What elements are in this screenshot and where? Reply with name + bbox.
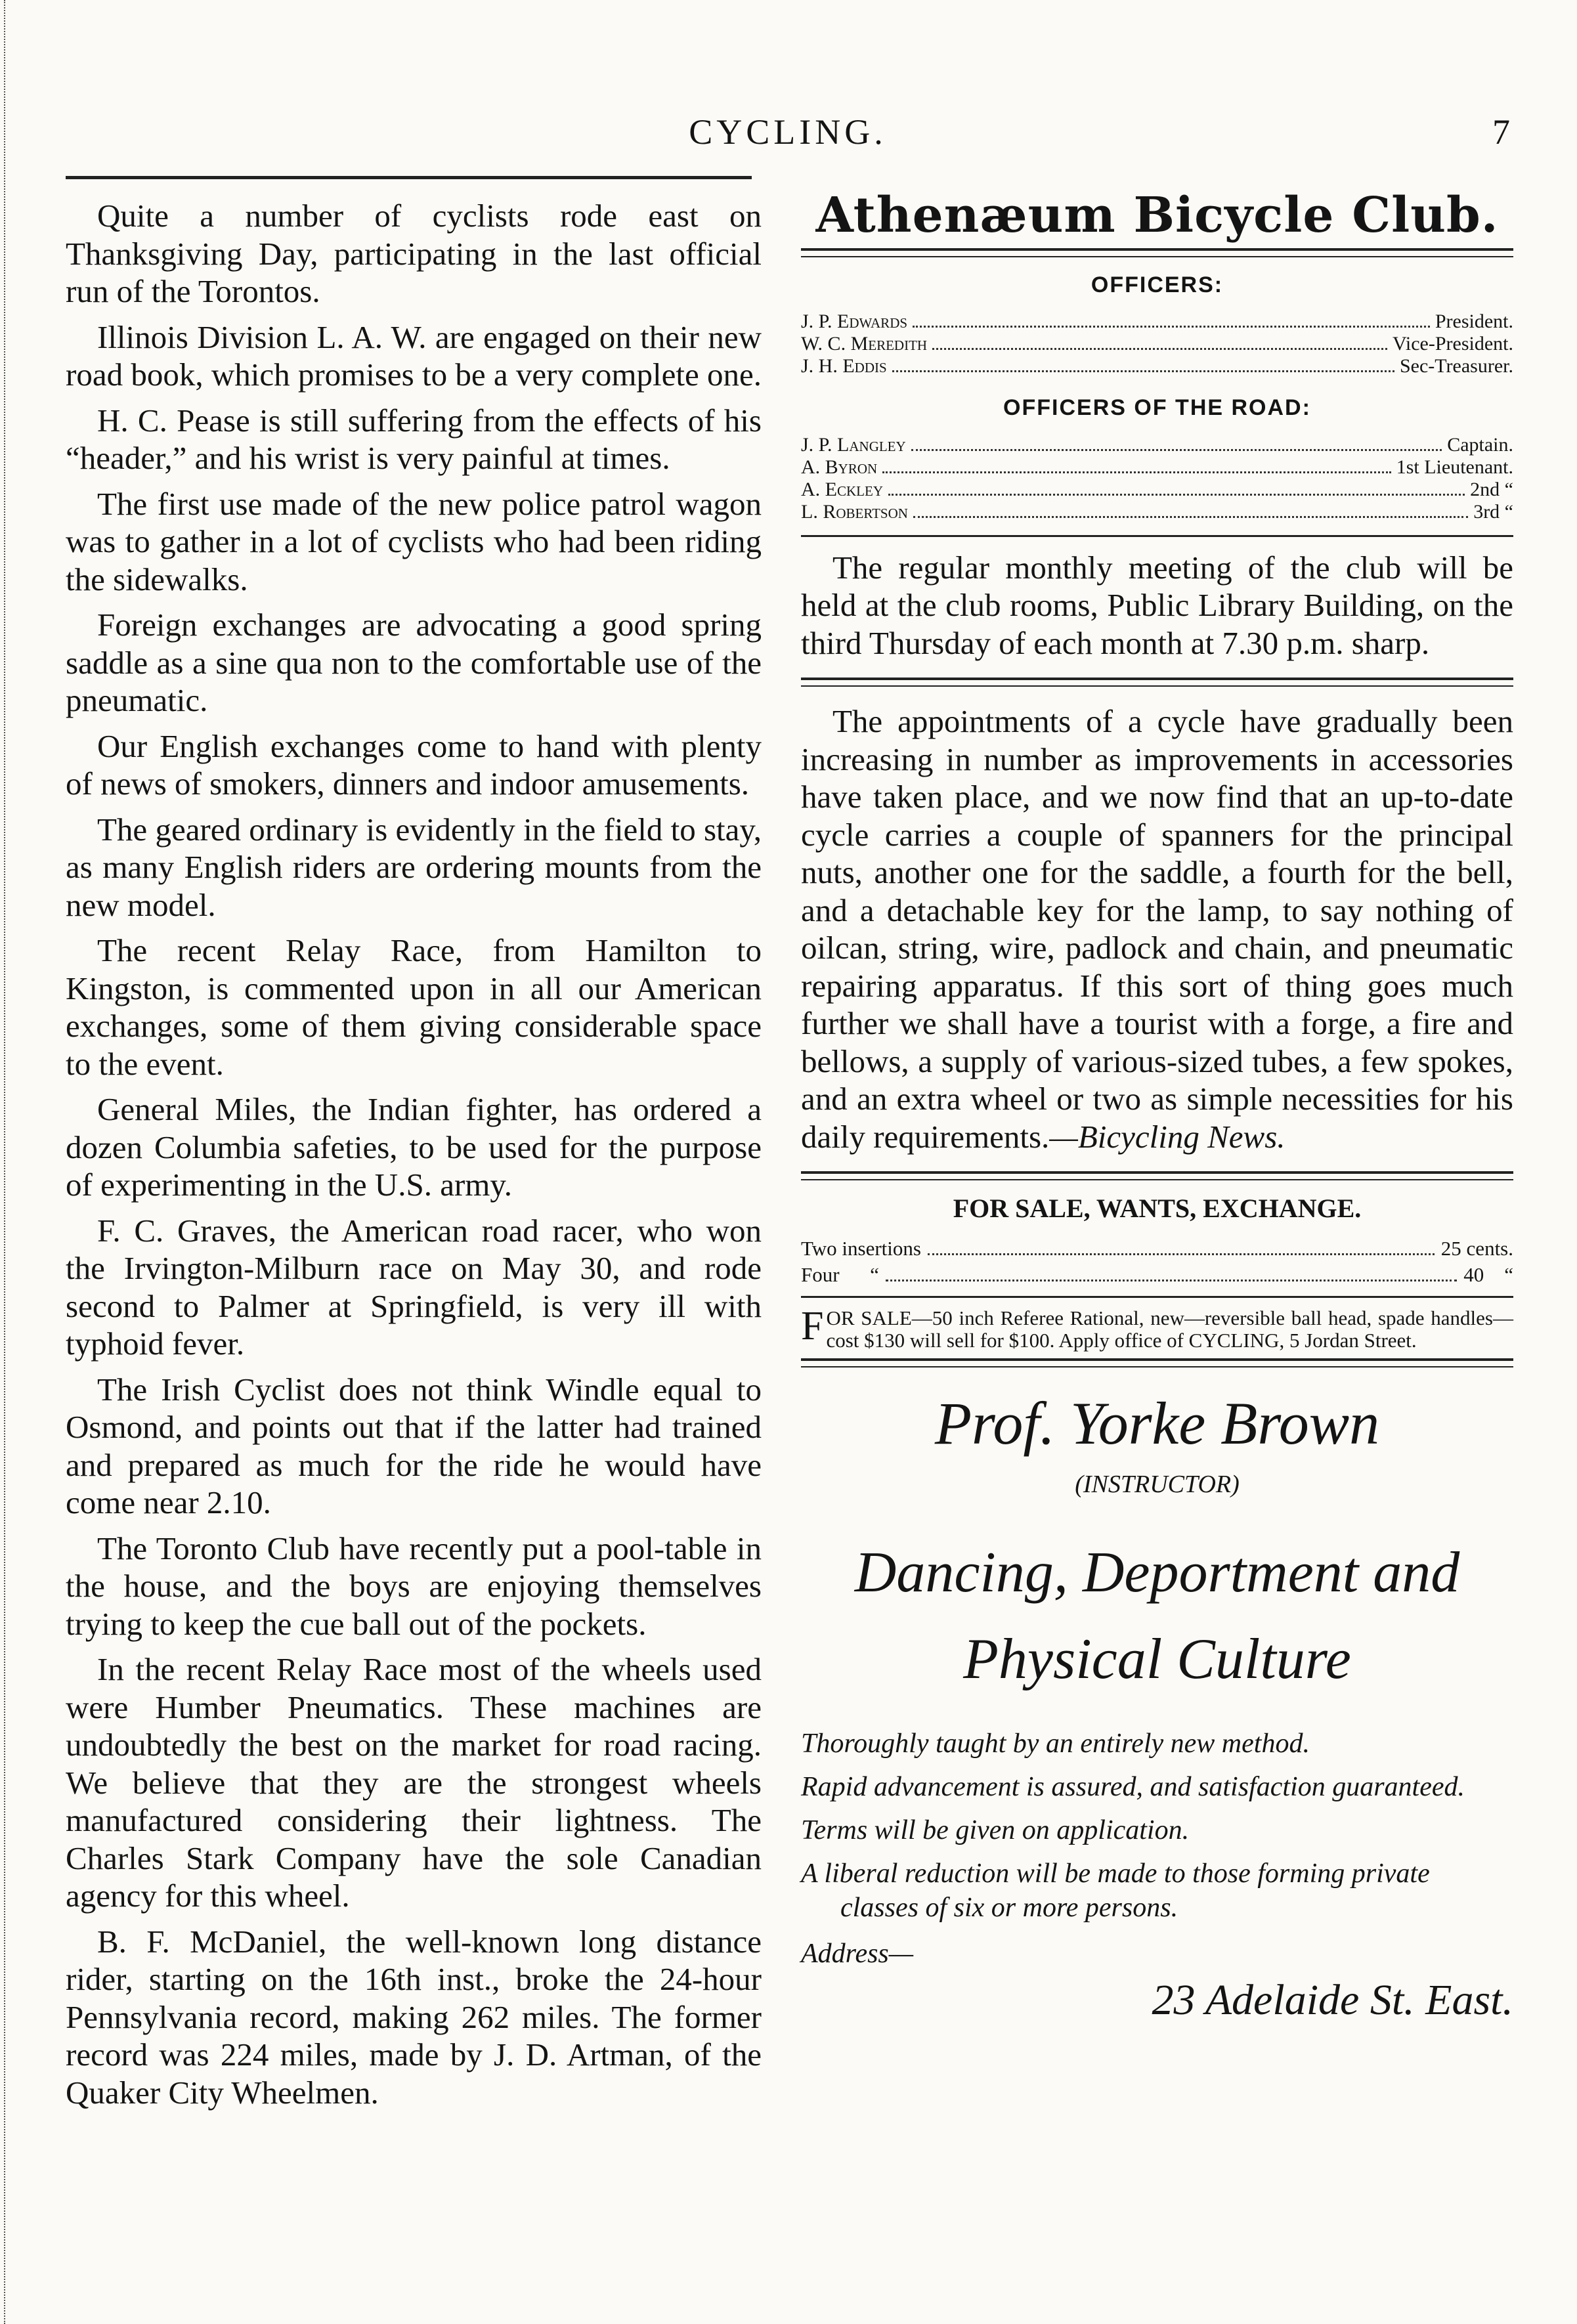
officer-name: W. C. Meredith	[801, 333, 928, 355]
page-header	[66, 112, 1510, 171]
leader-dots	[932, 348, 1387, 350]
rate-price: 25 cents.	[1440, 1236, 1513, 1260]
news-item: F. C. Graves, the American road racer, who won the Irvington-Milburn race on May 30, and rode second to Palmer at Springfield, is very ill with typhoid fever.	[66, 1212, 762, 1362]
club-title: Athenæum Bicycle Club.	[815, 187, 1499, 244]
leader-dots	[888, 494, 1465, 496]
road-officers-label: OFFICERS OF THE ROAD:	[1003, 395, 1311, 420]
road-officer-row	[801, 501, 1513, 523]
news-item: B. F. McDaniel, the well-known long distance rider, starting on the 16th inst., broke the 24-hour Pennsylvania record, making 262 miles. The former record was 224 miles, made by J. D. Artman, of the Quaker City Wheelmen.	[66, 1923, 762, 2111]
officer-role: Captain.	[1447, 433, 1513, 456]
road-officer-row	[801, 434, 1513, 456]
news-item: The first use made of the new police patrol wagon was to gather in a lot of cyclists who had been riding the sidewalks.	[66, 485, 762, 597]
divider	[801, 1358, 1513, 1367]
divider	[801, 678, 1513, 687]
scan-edge	[4, 0, 9, 2324]
appointments-article	[801, 702, 1513, 1155]
ad-instructor-label: (INSTRUCTOR)	[1075, 1470, 1240, 1498]
news-item: Quite a number of cyclists rode east on Thanksgiving Day, participating in the last official run of the Torontos.	[66, 198, 762, 309]
officer-role: 1st Lieutenant.	[1396, 456, 1513, 478]
ad-subject-line-2: Physical Culture	[963, 1627, 1351, 1691]
leader-dots	[892, 370, 1394, 372]
leader-dots	[928, 1253, 1435, 1255]
officer-name: J. H. Eddis	[801, 355, 887, 377]
news-item: The geared ordinary is evidently in the field to stay, as many English riders are ordering mounts from the new model.	[66, 811, 762, 923]
divider	[801, 1296, 1513, 1298]
news-item: The recent Relay Race, from Hamilton to Kingston, is commented upon in all our American exchanges, some of them giving considerable space to the event.	[66, 932, 762, 1082]
leader-dots	[913, 326, 1430, 328]
ad-subject-line-1: Dancing, Deportment and	[854, 1541, 1460, 1604]
rate-label: Four “	[801, 1262, 879, 1286]
meeting-notice: The regular monthly meeting of the club will be held at the club rooms, Public Library Building, on the third Thursday of each month at 7.30 p.m. sharp.	[801, 549, 1513, 661]
leader-dots	[886, 1280, 1457, 1281]
right-column	[801, 187, 1513, 2024]
divider	[801, 1171, 1513, 1180]
news-item: Foreign exchanges are advocating a good spring saddle as a sine qua non to the comfortable use of the pneumatic.	[66, 607, 762, 718]
rate-row	[801, 1236, 1513, 1262]
news-item: The Toronto Club have recently put a pool-table in the house, and the boys are enjoying themselves trying to keep the cue ball out of the pockets.	[66, 1530, 762, 1642]
news-item: General Miles, the Indian fighter, has ordered a dozen Columbia safeties, to be used for the purpose of experimenting in the U.S. army.	[66, 1091, 762, 1203]
article-text: The appointments of a cycle have gradually been increasing in number as improvements in accessories have taken place, and we now find that an up-to-date cycle carries a couple of spanners for the principal nuts, another one for the saddle, a fourth for the bell, and a detachable key for the lamp, to say nothing of oilcan, string, wire, padlock and chain, and pneumatic repairing apparatus. If this sort of thing goes much further we shall have a tourist with a forge, a fire and bellows, a supply of various-sized tubes, a few spokes, and an extra wheel or two as simple necessities for his daily requirements.	[801, 703, 1513, 1155]
left-column	[66, 197, 762, 2119]
page-number: 7	[1492, 112, 1510, 152]
classified-ad	[801, 1303, 1513, 1352]
officers-label: OFFICERS:	[1091, 272, 1224, 297]
officer-name: L. Robertson	[801, 500, 908, 523]
officer-name: A. Byron	[801, 456, 878, 478]
road-officer-row	[801, 479, 1513, 501]
officer-row	[801, 355, 1513, 377]
rate-price: 40 “	[1463, 1262, 1513, 1286]
ad-line: A liberal reduction will be made to those forming private classes of six or more persons.	[801, 1859, 1430, 1923]
officer-role: 2nd “	[1470, 478, 1513, 500]
news-item: Illinois Division L. A. W. are engaged on their new road book, which promises to be a very complete one.	[66, 318, 762, 393]
news-item: Our English exchanges come to hand with plenty of news of smokers, dinners and indoor amusements.	[66, 727, 762, 802]
officer-name: A. Eckley	[801, 478, 883, 500]
officer-name: J. P. Edwards	[801, 311, 908, 332]
header-rule	[66, 176, 752, 179]
ad-instructor-name: Prof. Yorke Brown	[934, 1389, 1380, 1457]
classified-text: OR SALE—50 inch Referee Rational, new—reversible ball head, spade handles—cost $130 will sell for $100. Apply office of CYCLING, 5 Jordan Street.	[826, 1306, 1513, 1352]
ad-line: Rapid advancement is assured, and satisfaction guaranteed.	[801, 1772, 1465, 1802]
ad-line: Terms will be given on application.	[801, 1815, 1190, 1845]
road-officer-row	[801, 456, 1513, 479]
drop-cap: F	[801, 1303, 824, 1348]
news-item: The Irish Cyclist does not think Windle equal to Osmond, and points out that if the latter had trained and prepared as much for the ride he would have come near 2.10.	[66, 1371, 762, 1520]
officer-row	[801, 333, 1513, 355]
officer-row	[801, 311, 1513, 333]
ad-line: Thoroughly taught by an entirely new method.	[801, 1729, 1310, 1759]
leader-dots	[911, 449, 1442, 451]
divider	[801, 535, 1513, 537]
news-item: In the recent Relay Race most of the wheels used were Humber Pneumatics. These machines are undoubtedly the best on the market for road racing. We believe that they are the strongest wheels manufactured considering their lightness. The Charles Stark Company have the sole Canadian agency for this wheel.	[66, 1651, 762, 1914]
officer-role: President.	[1435, 311, 1513, 332]
rate-row	[801, 1262, 1513, 1288]
officer-role: Vice-President.	[1393, 333, 1513, 355]
rate-label: Two insertions	[801, 1236, 921, 1260]
ad-address-label: Address—	[801, 1939, 914, 1969]
leader-dots	[882, 471, 1391, 473]
ad-address: 23 Adelaide St. East.	[1152, 1975, 1513, 2024]
officer-role: 3rd “	[1473, 500, 1513, 523]
divider	[801, 248, 1513, 257]
dance-advertisement	[801, 1387, 1513, 2024]
officer-name: J. P. Langley	[801, 433, 906, 456]
article-source: —Bicycling News.	[1049, 1118, 1285, 1155]
officer-role: Sec-Treasurer.	[1399, 355, 1513, 377]
news-item: H. C. Pease is still suffering from the effects of his “header,” and his wrist is very painful at times.	[66, 402, 762, 476]
for-sale-title: FOR SALE, WANTS, EXCHANGE.	[953, 1194, 1362, 1223]
magazine-title: CYCLING.	[689, 112, 887, 152]
leader-dots	[913, 516, 1468, 518]
